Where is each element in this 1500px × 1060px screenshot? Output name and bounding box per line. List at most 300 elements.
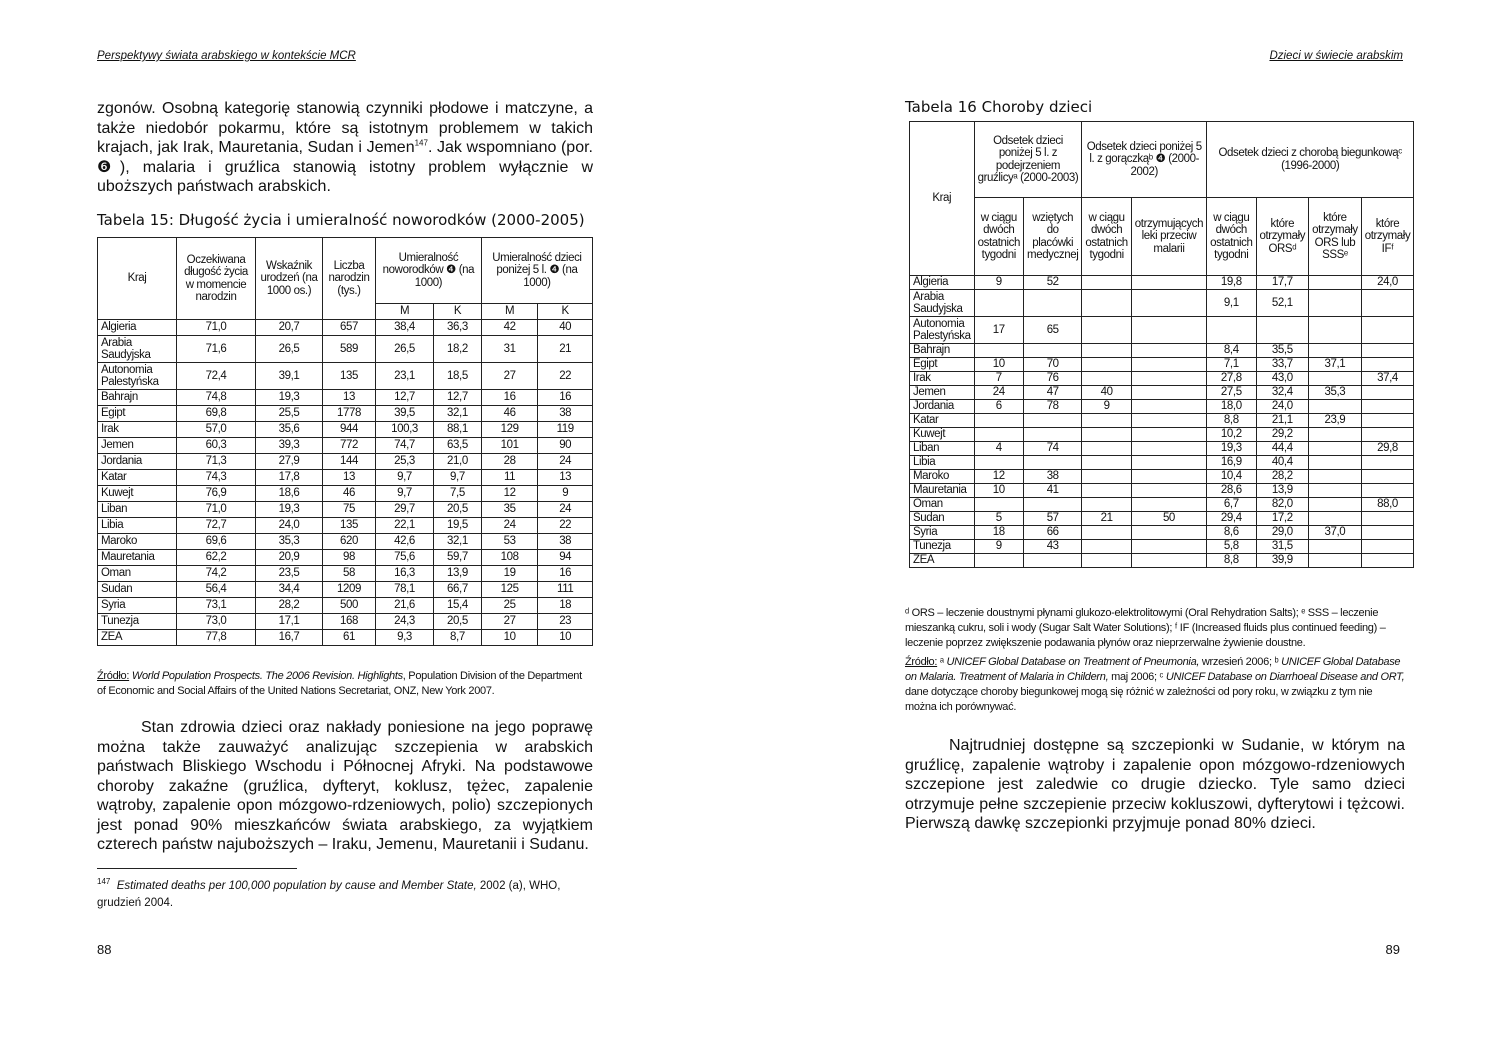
table-cell: 94 xyxy=(538,550,593,566)
table-cell: 144 xyxy=(323,454,376,470)
table-cell xyxy=(1309,512,1362,526)
table-cell xyxy=(1131,470,1206,484)
table-cell: 19,8 xyxy=(1207,276,1256,290)
table-cell: 76,9 xyxy=(177,486,256,502)
table-cell: 27,8 xyxy=(1207,372,1256,386)
table-cell: 28,6 xyxy=(1207,484,1256,498)
table-cell: 24,0 xyxy=(1361,276,1414,290)
table-row xyxy=(910,554,1414,568)
table-cell: 8,4 xyxy=(1207,344,1256,358)
table-cell: 17 xyxy=(974,317,1023,344)
table-cell-country: Autonomia Palestyńska xyxy=(910,317,975,344)
table-cell: 73,0 xyxy=(177,614,256,630)
table-cell-country: Oman xyxy=(910,498,975,512)
table-cell-country: Autonomia Palestyńska xyxy=(98,363,177,390)
table-cell xyxy=(1024,456,1082,470)
table-cell: 9,3 xyxy=(376,630,434,646)
table-cell xyxy=(1309,442,1362,456)
table-row xyxy=(98,630,593,646)
table-cell: 5 xyxy=(974,512,1023,526)
table-cell: 29,8 xyxy=(1361,442,1414,456)
table-cell: 46 xyxy=(481,406,538,422)
table-cell: 20,5 xyxy=(434,614,482,630)
table-cell: 16 xyxy=(481,390,538,406)
t16-source-a-title: UNICEF Global Database on Treatment of Pneumonia, xyxy=(946,656,1200,668)
table-cell xyxy=(1082,442,1131,456)
table-cell: 82,0 xyxy=(1256,498,1309,512)
table-cell: 7 xyxy=(974,372,1023,386)
table-cell: 100,3 xyxy=(376,422,434,438)
table15-caption: Tabela 15: Długość życia i umieralność noworodków (2000-2005) xyxy=(97,211,585,229)
table-cell: 74,7 xyxy=(376,438,434,454)
table-cell xyxy=(1361,358,1414,372)
table-cell: 32,1 xyxy=(434,406,482,422)
t16-source-end: dane dotyczące choroby biegunkowej mogą się różnić w zależności od pory roku, w związku z tym nie można ich porównywać. xyxy=(905,686,1373,713)
table-cell: 6 xyxy=(974,400,1023,414)
table-cell xyxy=(1256,317,1309,344)
table-cell: 13,9 xyxy=(434,566,482,582)
table-cell: 7,1 xyxy=(1207,358,1256,372)
t16-source-b-title: UNICEF Global Database on Malaria. Treatment of Malaria in Childern, xyxy=(905,656,1401,683)
footnote-number: 147 xyxy=(97,877,111,887)
table-cell xyxy=(1361,512,1414,526)
table-cell-country: Jemen xyxy=(910,386,975,400)
table-cell xyxy=(1361,317,1414,344)
table-cell: 21,1 xyxy=(1256,414,1309,428)
t15-header-under5: Umieralność dzieci poniżej 5 l. ❹ (na 1000) xyxy=(481,238,592,304)
table-cell-country: Maroko xyxy=(910,470,975,484)
table-cell: 25,5 xyxy=(256,406,323,422)
table-cell: 32,1 xyxy=(434,534,482,550)
table-subheader: które otrzymały ORS lub SSSᵉ xyxy=(1309,198,1362,276)
table-cell: 19,3 xyxy=(256,502,323,518)
paragraph-intro-text-b: . Jak wspomniano (por. ❻), malaria i gruźlica stanowią istotny problem wyłącznie w uboższych państwach arabskich. xyxy=(97,139,593,195)
table-subheader: w ciągu dwóch ostatnich tygodni xyxy=(1207,198,1256,276)
table-cell xyxy=(974,554,1023,568)
table-cell: 40 xyxy=(538,320,593,336)
table-cell: 168 xyxy=(323,614,376,630)
table-cell: 24,3 xyxy=(376,614,434,630)
table-cell: 42 xyxy=(481,320,538,336)
table-cell-country: Irak xyxy=(98,422,177,438)
table-row xyxy=(98,502,593,518)
paragraph-intro-text-a: zgonów. Osobną kategorię stanowią czynniki płodowe i matczyne, a także niedobór pokarmu, które są istotnym problemem w takich krajach, jak Irak, Mauretania, Sudan i Jemen xyxy=(97,100,593,156)
table15 xyxy=(97,237,593,646)
table-cell xyxy=(1361,290,1414,317)
footnote-rest: 2002 (a), WHO, grudzień 2004. xyxy=(97,880,561,909)
table-cell: 119 xyxy=(538,422,593,438)
table-cell: 9,1 xyxy=(1207,290,1256,317)
table-cell xyxy=(1361,540,1414,554)
table-cell-country: Libia xyxy=(98,518,177,534)
table-cell xyxy=(1309,344,1362,358)
table-cell: 18,6 xyxy=(256,486,323,502)
table-cell: 111 xyxy=(538,582,593,598)
t16-source-label: Źródło: xyxy=(905,656,938,668)
table-subheader: które otrzymały ORSᵈ xyxy=(1256,198,1309,276)
table-cell xyxy=(1131,276,1206,290)
table-cell: 71,6 xyxy=(177,336,256,363)
table-cell xyxy=(1309,498,1362,512)
table-cell: 34,4 xyxy=(256,582,323,598)
table-cell xyxy=(1131,358,1206,372)
table-row xyxy=(98,486,593,502)
paragraph-intro xyxy=(97,99,593,197)
table-cell: 23 xyxy=(538,614,593,630)
table-cell-country: Sudan xyxy=(98,582,177,598)
table-cell: 9 xyxy=(974,276,1023,290)
table-cell xyxy=(1082,540,1131,554)
table-cell xyxy=(1361,386,1414,400)
table-cell xyxy=(1131,414,1206,428)
table-cell: 18,2 xyxy=(434,336,482,363)
table-cell xyxy=(1309,290,1362,317)
table-row xyxy=(98,566,593,582)
table-cell: 12 xyxy=(481,486,538,502)
paragraph-sudan-text: Najtrudniej dostępne są szczepionki w Sudanie, w którym na gruźlicę, zapalenie wątroby i zapalenie opon mózgowo-rdzeniowych szczepione jest zaledwie co drugie dziecko. Tyle samo dzieci otrzymuje pełne szczepienie przeciw kokluszowi, dyfterytowi i tężcowi. Pierwszą dawkę szczepionki przyjmuje ponad 80% dzieci. xyxy=(905,737,1405,832)
table-cell xyxy=(1309,428,1362,442)
table-cell: 22,1 xyxy=(376,518,434,534)
table-cell: 39,5 xyxy=(376,406,434,422)
t16-header-country: Kraj xyxy=(910,122,975,276)
table-cell: 7,5 xyxy=(434,486,482,502)
table-row xyxy=(910,456,1414,470)
table-cell xyxy=(1361,456,1414,470)
table15-source xyxy=(97,669,593,699)
table-cell xyxy=(1082,554,1131,568)
table-row xyxy=(98,336,593,363)
table-cell: 772 xyxy=(323,438,376,454)
table-cell: 70 xyxy=(1024,358,1082,372)
table16-body xyxy=(910,276,1414,568)
table-cell xyxy=(1082,428,1131,442)
table-cell: 24 xyxy=(974,386,1023,400)
table-subheader: które otrzymały IFᶠ xyxy=(1361,198,1414,276)
table-subheader: otrzymujących leki przeciw malarii xyxy=(1131,198,1206,276)
table-cell: 52,1 xyxy=(1256,290,1309,317)
table-cell-country: Egipt xyxy=(98,406,177,422)
table-cell: 31,5 xyxy=(1256,540,1309,554)
footnote-ref: 147 xyxy=(414,138,428,148)
table-cell xyxy=(1082,317,1131,344)
table-cell: 90 xyxy=(538,438,593,454)
table-cell xyxy=(974,344,1023,358)
table-cell: 21 xyxy=(538,336,593,363)
table-row xyxy=(910,498,1414,512)
table-cell: 24 xyxy=(538,454,593,470)
table-cell xyxy=(974,456,1023,470)
table-cell: 18,5 xyxy=(434,363,482,390)
t16-header-fever: Odsetek dzieci poniżej 5 l. z gorączkąᵇ ❹ (2000-2002) xyxy=(1082,122,1207,198)
table-cell: 6,7 xyxy=(1207,498,1256,512)
table-row xyxy=(910,470,1414,484)
table-cell: 8,6 xyxy=(1207,526,1256,540)
table-cell: 16 xyxy=(538,390,593,406)
running-header-left: Perspektywy świata arabskiego w kontekście MCR xyxy=(97,50,356,62)
table-cell: 39,3 xyxy=(256,438,323,454)
table-cell: 19,3 xyxy=(256,390,323,406)
table-row xyxy=(98,320,593,336)
table-cell: 47 xyxy=(1024,386,1082,400)
table-cell: 74 xyxy=(1024,442,1082,456)
table-cell: 71,3 xyxy=(177,454,256,470)
table-cell: 10 xyxy=(974,358,1023,372)
table-cell: 35,5 xyxy=(1256,344,1309,358)
table-row xyxy=(910,526,1414,540)
table-cell: 75 xyxy=(323,502,376,518)
t16-source-c-title: UNICEF Database on Diarrhoeal Disease and ORT, xyxy=(1165,671,1405,683)
table-cell: 23,9 xyxy=(1309,414,1362,428)
table-subheader: wziętych do placówki medycznej xyxy=(1024,198,1082,276)
table-cell: 50 xyxy=(1131,512,1206,526)
table-cell xyxy=(974,414,1023,428)
table-cell: 88,0 xyxy=(1361,498,1414,512)
table-cell: 72,4 xyxy=(177,363,256,390)
table-cell: 38,4 xyxy=(376,320,434,336)
table-cell: 620 xyxy=(323,534,376,550)
table-cell xyxy=(1082,456,1131,470)
table-row xyxy=(910,414,1414,428)
table-cell xyxy=(1082,470,1131,484)
table-cell: 77,8 xyxy=(177,630,256,646)
table-cell xyxy=(1131,317,1206,344)
table-cell-country: Sudan xyxy=(910,512,975,526)
table-cell: 23,1 xyxy=(376,363,434,390)
table-cell-country: Arabia Saudyjska xyxy=(98,336,177,363)
table-cell xyxy=(1082,372,1131,386)
table-row xyxy=(98,598,593,614)
table-cell: 38 xyxy=(1024,470,1082,484)
table-cell xyxy=(1024,290,1082,317)
table-cell: 17,7 xyxy=(1256,276,1309,290)
table-cell-country: Liban xyxy=(98,502,177,518)
table-cell: 24,0 xyxy=(1256,400,1309,414)
table-cell: 78,1 xyxy=(376,582,434,598)
table-cell: 16,7 xyxy=(256,630,323,646)
page-number-left: 88 xyxy=(97,942,112,957)
paragraph-vaccination xyxy=(97,718,593,855)
table-cell: 27,5 xyxy=(1207,386,1256,400)
table-cell xyxy=(1024,428,1082,442)
table-cell: 9 xyxy=(538,486,593,502)
table-cell: 16,9 xyxy=(1207,456,1256,470)
table-cell-country: Kuwejt xyxy=(910,428,975,442)
table-row xyxy=(910,317,1414,344)
table16-caption: Tabela 16 Choroby dzieci xyxy=(905,98,1093,116)
table-cell: 39,9 xyxy=(1256,554,1309,568)
table-cell: 17,1 xyxy=(256,614,323,630)
table-cell xyxy=(1309,276,1362,290)
table-cell: 27 xyxy=(481,614,538,630)
table-cell: 19,5 xyxy=(434,518,482,534)
table-cell: 40,4 xyxy=(1256,456,1309,470)
t15-source-rest: , Population Division of the Department of Economic and Social Affairs of the United Nations Secretariat, ONZ, New York 2007. xyxy=(97,670,582,697)
table-cell: 21,0 xyxy=(434,454,482,470)
table-row xyxy=(910,276,1414,290)
table-cell xyxy=(1131,290,1206,317)
table-cell xyxy=(1309,554,1362,568)
table-cell: 88,1 xyxy=(434,422,482,438)
table-cell: 28,2 xyxy=(256,598,323,614)
table-cell: 57,0 xyxy=(177,422,256,438)
paragraph-vaccination-text: Stan zdrowia dzieci oraz nakłady poniesione na jego poprawę można także zauważyć analizując szczepienia w arabskich państwach Bliskiego Wschodu i Północnej Afryki. Na podstawowe choroby zakaźne (gruźlica, dyfteryt, koklusz, tężec, zapalenie wątroby, zapalenie opon mózgowo-rdzeniowych, polio) szczepionych jest ponad 90% mieszkańców świata arabskiego, za wyjątkiem czterech państw najuboższych – Iraku, Jemenu, Mauretanii i Sudanu. xyxy=(97,719,593,853)
table-cell: 11 xyxy=(481,470,538,486)
table-cell: 589 xyxy=(323,336,376,363)
table-cell: 23,5 xyxy=(256,566,323,582)
table-row xyxy=(98,534,593,550)
table-cell xyxy=(974,498,1023,512)
table-cell xyxy=(1309,372,1362,386)
table-cell xyxy=(1131,344,1206,358)
table-cell: 35,3 xyxy=(256,534,323,550)
table-cell-country: Algieria xyxy=(910,276,975,290)
table-cell: 74,8 xyxy=(177,390,256,406)
t16-source-b: wrzesień 2006; ᵇ xyxy=(1199,656,1282,668)
table-row xyxy=(98,582,593,598)
t16-source-c: maj 2006; ᶜ xyxy=(1108,671,1166,683)
footnote-147 xyxy=(97,878,593,912)
table-row xyxy=(910,540,1414,554)
table-cell-country: Algieria xyxy=(98,320,177,336)
table-cell: 135 xyxy=(323,363,376,390)
table-cell: 12 xyxy=(974,470,1023,484)
table-cell: 35,3 xyxy=(1309,386,1362,400)
table-row xyxy=(98,363,593,390)
table-cell xyxy=(1131,386,1206,400)
table-cell: 19,3 xyxy=(1207,442,1256,456)
table-row xyxy=(910,344,1414,358)
table-cell: 22 xyxy=(538,518,593,534)
table-cell: 125 xyxy=(481,582,538,598)
table-cell: 28 xyxy=(481,454,538,470)
table-subheader: w ciągu dwóch ostatnich tygodni xyxy=(1082,198,1131,276)
table-cell xyxy=(1082,414,1131,428)
table-cell: 16,3 xyxy=(376,566,434,582)
table-cell xyxy=(1131,428,1206,442)
table-cell xyxy=(1082,358,1131,372)
table-cell: 98 xyxy=(323,550,376,566)
table-cell: 13 xyxy=(323,470,376,486)
table-cell xyxy=(1131,456,1206,470)
table-cell: 66,7 xyxy=(434,582,482,598)
table-cell: 8,7 xyxy=(434,630,482,646)
table-cell: 53 xyxy=(481,534,538,550)
table-cell: 12,7 xyxy=(434,390,482,406)
table-cell xyxy=(1082,498,1131,512)
table-cell-country: Katar xyxy=(910,414,975,428)
table-cell xyxy=(1361,344,1414,358)
table-cell xyxy=(1361,470,1414,484)
table-cell: 944 xyxy=(323,422,376,438)
table-cell: 61 xyxy=(323,630,376,646)
table-cell: 12,7 xyxy=(376,390,434,406)
table-cell: 10 xyxy=(974,484,1023,498)
table-cell: 29,4 xyxy=(1207,512,1256,526)
table-cell xyxy=(1082,344,1131,358)
table-cell-country: Kuwejt xyxy=(98,486,177,502)
table-cell: 5,8 xyxy=(1207,540,1256,554)
table-cell-country: ZEA xyxy=(98,630,177,646)
table-row xyxy=(98,438,593,454)
table-cell-country: Mauretania xyxy=(910,484,975,498)
table-row xyxy=(910,442,1414,456)
table-cell: 18,0 xyxy=(1207,400,1256,414)
table-cell: 21 xyxy=(1082,512,1131,526)
table-cell: 9 xyxy=(1082,400,1131,414)
table-cell: 43,0 xyxy=(1256,372,1309,386)
page-number-right: 89 xyxy=(1385,942,1400,957)
table-cell: 16 xyxy=(538,566,593,582)
table-cell: 10,4 xyxy=(1207,470,1256,484)
table-cell: 29,0 xyxy=(1256,526,1309,540)
table-cell: 27,9 xyxy=(256,454,323,470)
table-cell-country: Syria xyxy=(98,598,177,614)
table-cell xyxy=(1309,317,1362,344)
table-cell: 10 xyxy=(481,630,538,646)
t15-header-neonatal: Umieralność noworodków ❹ (na 1000) xyxy=(376,238,482,304)
table-row xyxy=(98,390,593,406)
table-cell: 37,1 xyxy=(1309,358,1362,372)
table-cell: 36,3 xyxy=(434,320,482,336)
table-row xyxy=(910,358,1414,372)
table-cell-country: Maroko xyxy=(98,534,177,550)
table-cell: 39,1 xyxy=(256,363,323,390)
table-cell-country: Bahrajn xyxy=(98,390,177,406)
table-cell: 9,7 xyxy=(434,470,482,486)
table-cell: 66 xyxy=(1024,526,1082,540)
table-cell: 57 xyxy=(1024,512,1082,526)
table-cell: 41 xyxy=(1024,484,1082,498)
t15-source-title: World Population Prospects. The 2006 Revision. Highlights xyxy=(131,670,403,682)
table-cell: 21,6 xyxy=(376,598,434,614)
table-cell xyxy=(1309,470,1362,484)
table-cell xyxy=(1361,554,1414,568)
table-cell: 17,2 xyxy=(1256,512,1309,526)
table-cell-country: Liban xyxy=(910,442,975,456)
t15-header-life: Oczekiwana długość życia w momencie narodzin xyxy=(177,238,256,320)
table-cell: 29,2 xyxy=(1256,428,1309,442)
table-cell: 17,8 xyxy=(256,470,323,486)
table-cell xyxy=(974,428,1023,442)
t15-sub-k2: K xyxy=(538,304,593,320)
table-cell: 73,1 xyxy=(177,598,256,614)
table-cell: 38 xyxy=(538,406,593,422)
table-cell xyxy=(1131,554,1206,568)
footnote-separator xyxy=(97,868,297,869)
table-cell xyxy=(1131,442,1206,456)
t16-header-diarrhoea: Odsetek dzieci z chorobą biegunkowąᶜ (1996-2000) xyxy=(1207,122,1414,198)
table-cell: 500 xyxy=(323,598,376,614)
table-row xyxy=(910,512,1414,526)
table-cell: 78 xyxy=(1024,400,1082,414)
table-cell xyxy=(1361,428,1414,442)
table-cell: 44,4 xyxy=(1256,442,1309,456)
table-cell: 35 xyxy=(481,502,538,518)
table-cell: 129 xyxy=(481,422,538,438)
t16-header-tb: Odsetek dzieci poniżej 5 l. z podejrzeniem gruźlicyᵃ (2000-2003) xyxy=(974,122,1082,198)
table-cell xyxy=(974,290,1023,317)
t15-header-country: Kraj xyxy=(98,238,177,320)
table-row xyxy=(910,386,1414,400)
t15-sub-m2: M xyxy=(481,304,538,320)
table-cell: 37,0 xyxy=(1309,526,1362,540)
table-cell: 15,4 xyxy=(434,598,482,614)
table-cell: 10,2 xyxy=(1207,428,1256,442)
table-cell-country: Mauretania xyxy=(98,550,177,566)
table-cell: 8,8 xyxy=(1207,554,1256,568)
table-row xyxy=(98,454,593,470)
table-cell xyxy=(1131,540,1206,554)
